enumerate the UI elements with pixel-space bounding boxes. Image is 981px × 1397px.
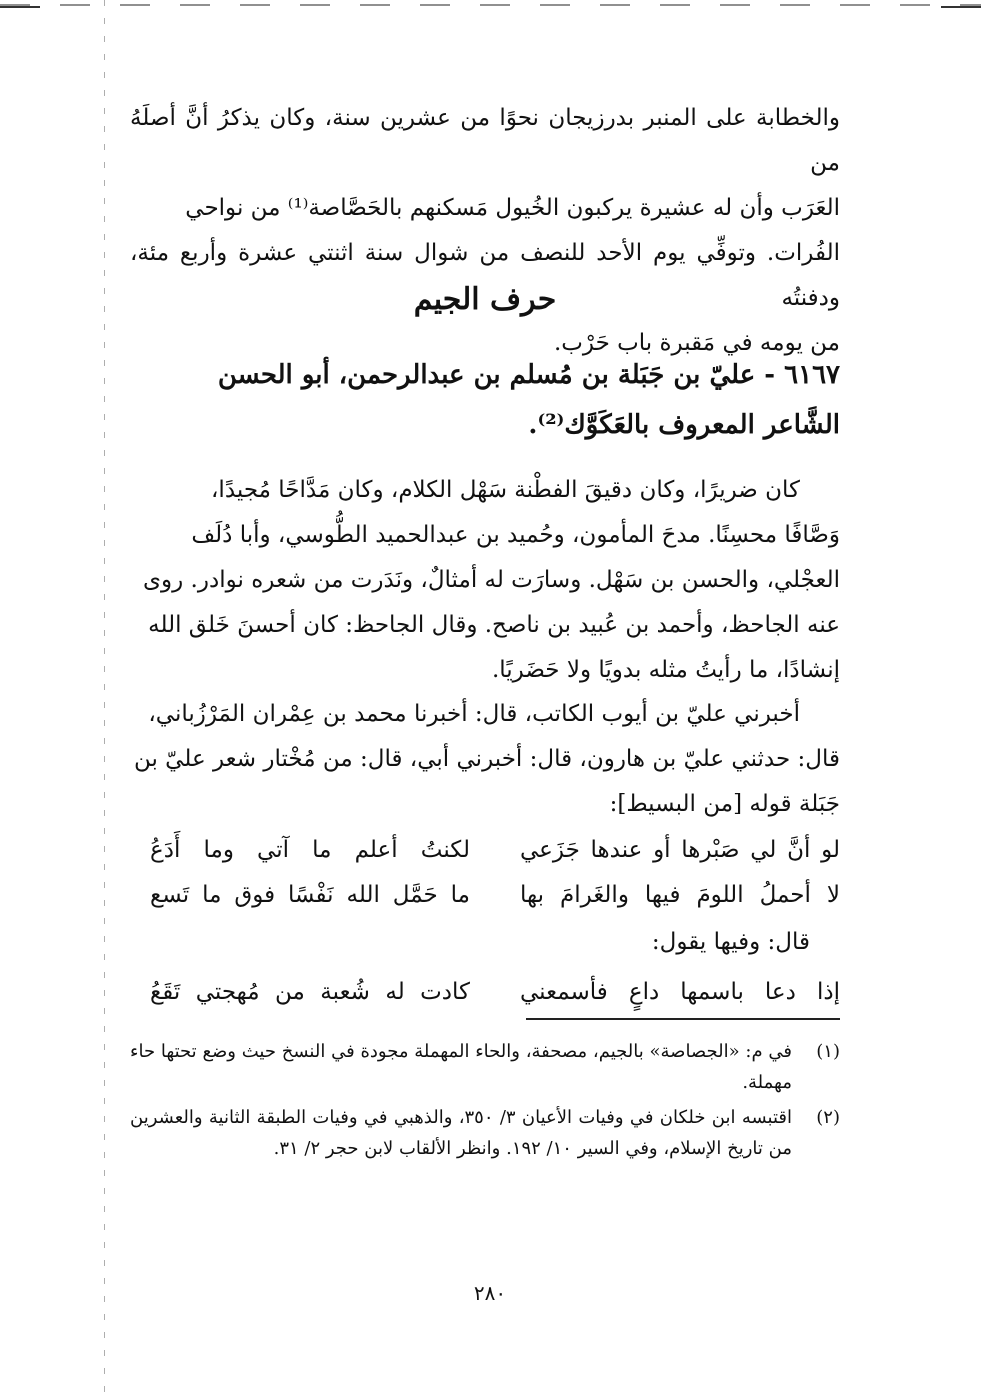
continuation-paragraph (130, 96, 840, 366)
verse-line (150, 871, 840, 919)
entry-title (130, 350, 840, 450)
text-line: جَبَلة قوله [من البسيط]: (609, 791, 840, 817)
verse-line (150, 826, 840, 874)
text-line: كان ضريرًا، وكان دقيقَ الفطْنة سَهْل الكلام، وكان مَدَّاحًا مُجيدًا، (211, 477, 800, 503)
footnote-text: في م: «الجصاصة» بالجيم، مصحفة، والحاء المهملة مجودة في النسخ حيث وضع تحتها حاء مهملة. (130, 1041, 792, 1093)
verse-intro: قال: وفيها يقول: (651, 929, 810, 955)
text-line: من يومه في مَقبرة باب حَرْب. (553, 330, 840, 356)
text-line: العجْلي، والحسن بن سَهْل. وسارَت له أمثالٌ، ونَدَرت من شعره نوادر. روى (143, 567, 840, 593)
footnote-divider (526, 1018, 840, 1020)
entry-title-line: ٦١٦٧ - عليّ بن جَبَلة بن مُسلم بن عبدالرحمن، أبو الحسن (217, 360, 840, 390)
scan-mark-left (0, 6, 40, 8)
verse-second-hemistich: كادت له شُعبة من مُهجتي تَقَعُ (150, 979, 470, 1005)
footnote (130, 1036, 840, 1098)
verse-first-hemistich: لو أنَّ لي صَبْرها أو عندها جَزَعي (520, 837, 840, 863)
text-line: عنه الجاحظ، وأحمد بن عُبيد بن ناصح. وقال الجاحظ: كان أحسنَ خَلق الله (148, 612, 840, 638)
text-line: أخبرني عليّ بن أيوب الكاتب، قال: أخبرنا محمد بن عِمْران المَرْزُباني، (148, 701, 800, 727)
section-heading: حرف الجيم (413, 282, 557, 317)
entry-title-line: الشَّاعر المعروف بالعَكَوَّك⁽²⁾. (528, 410, 840, 440)
footnote (130, 1102, 840, 1164)
scan-mark-right (941, 6, 981, 8)
verse-line (150, 968, 840, 1016)
chain-paragraph (130, 692, 840, 827)
text-line: وَصَّافًا محسِنًا. مدحَ المأمون، وحُميد بن عبدالحميد الطُّوسي، وأبا دُلَف (191, 522, 840, 548)
footnote-number: (٢) (816, 1107, 840, 1128)
verse-first-hemistich: لا أحملُ اللومَ فيها والغَرامَ بها (520, 882, 840, 908)
page-number: ٢٨٠ (473, 1281, 507, 1305)
footnote-text: اقتبسه ابن خلكان في وفيات الأعيان ٣/ ٣٥٠، والذهبي في وفيات الطبقة الثانية والعشرين من تاريخ الإسلام، وفي السير ١٠/ ١٩٢. وانظر الألقاب لابن حجر ٢/ ٣١. (130, 1107, 793, 1159)
text-line: العَرَب وأن له عشيرة يركبون الخُيول مَسكنهم بالحَصَّاصة⁽¹⁾ من نواحي (185, 195, 840, 221)
text-line: والخطابة على المنبر بدرزيجان نحوًا من عشرين سنة، وكان يذكرُ أنَّ أصلَهُ من (130, 105, 840, 176)
verse-second-hemistich: لكنتُ أعلم ما آتي وما أَدَعُ (150, 837, 470, 863)
scan-edge-left (104, 0, 105, 1397)
verse-first-hemistich: إذا دعا باسمها داعٍ فأسمعني (520, 979, 840, 1005)
biography-paragraph (130, 468, 840, 693)
footnote-number: (١) (816, 1041, 840, 1062)
verse-second-hemistich: ما حَمَّل الله نَفْسًا فوق ما تَسع (150, 882, 470, 908)
text-line: قال: حدثني عليّ بن هارون، قال: أخبرني أبي، قال: من مُخْتار شعر عليّ بن (133, 746, 840, 772)
footnotes (130, 1036, 840, 1168)
scan-edge-top (0, 4, 981, 6)
text-line: إنشادًا، ما رأيتُ مثله بدويًا ولا حَضَريًا. (491, 657, 840, 683)
text-line: الفُرات. وتوفِّي يوم الأحد للنصف من شوال سنة اثنتي عشرة وأربع مئة، ودفنتُه (130, 240, 840, 311)
